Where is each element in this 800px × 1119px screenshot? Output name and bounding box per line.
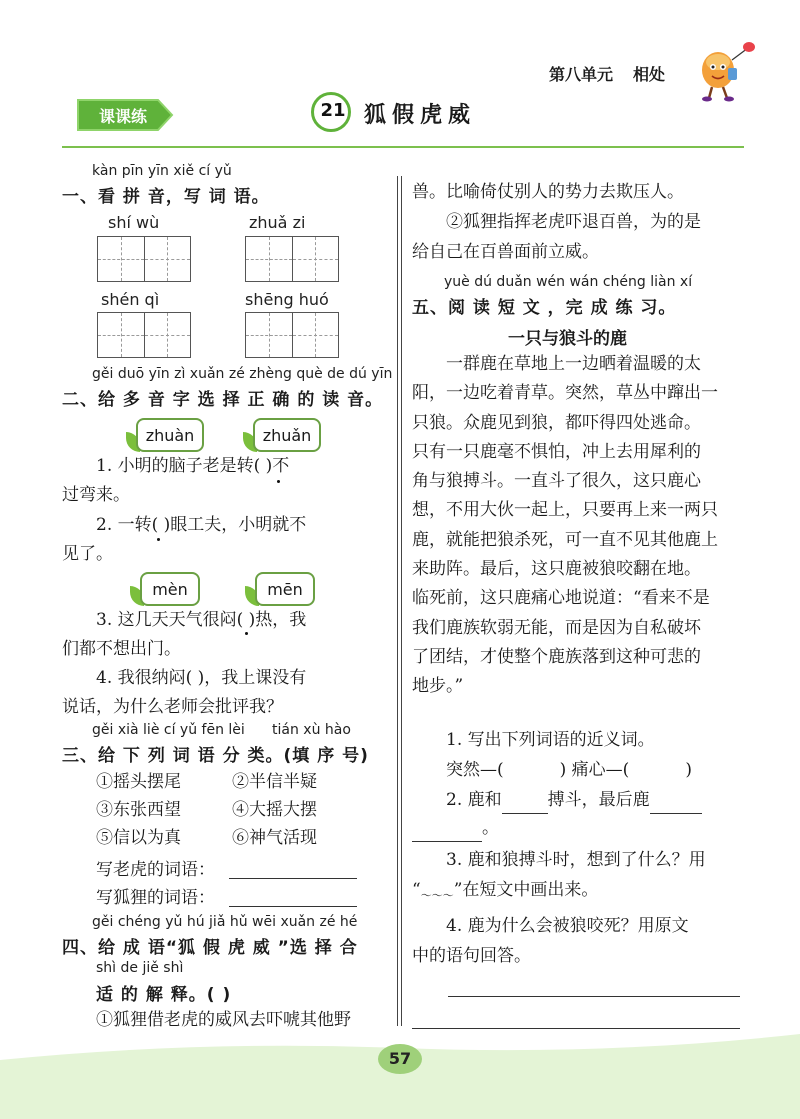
fox-words-answer-line[interactable]	[229, 906, 357, 907]
quote-open: “	[412, 880, 421, 900]
question-2-4-line-1: 4. 我很纳闷( )，我上课没有	[96, 668, 307, 688]
story-line: 阳，一边吃着青草。突然，草丛中蹿出一	[412, 383, 718, 404]
section-3-pinyin-2: tián xù hào	[272, 722, 351, 738]
question-5-4-line-1: 4. 鹿为什么会被狼咬死？用原文	[446, 916, 689, 936]
idiom-option-1-line-1: ①狐狸借老虎的威风去吓唬其他野	[96, 1010, 351, 1030]
question-2-3-line-1: 3. 这几天天气很闷( )热，我	[96, 610, 307, 630]
writing-grid-4[interactable]	[245, 312, 339, 358]
section-1-pinyin: kàn pīn yīn xiě cí yǔ	[92, 163, 232, 179]
fox-words-label: 写狐狸的词语：	[96, 888, 215, 908]
question-2-2-line-2: 见了。	[62, 544, 113, 564]
tiger-words-label: 写老虎的词语：	[96, 860, 215, 880]
reading-option-men4[interactable]: mèn	[140, 572, 200, 606]
q2-blank-2[interactable]	[650, 791, 702, 814]
story-line: 角与狼搏斗。一直斗了很久，这只鹿心	[412, 471, 701, 492]
question-5-1: 1. 写出下列词语的近义词。	[446, 730, 655, 750]
story-line: 临死前，这只鹿痛心地说道：“看来不是	[412, 588, 710, 609]
question-2-3-line-2: 们都不想出门。	[62, 639, 181, 659]
section-4-title-1: 四、给 成 语“狐 假 虎 威 ”选 择 合	[62, 938, 358, 958]
lesson-number: 21	[320, 100, 346, 121]
section-4-pinyin-2: shì de jiě shì	[96, 960, 184, 976]
section-1-title: 一、看 拼 音，写 词 语。	[62, 187, 270, 207]
unit-label	[549, 62, 665, 85]
wavy-line-mark: ～～～	[420, 889, 454, 902]
idiom-option-2-line-2: 给自己在百兽面前立威。	[412, 242, 599, 262]
word-pinyin-1: shí wù	[108, 213, 160, 232]
question-5-3-line-1: 3. 鹿和狼搏斗时，想到了什么？用	[446, 850, 706, 870]
header-rule	[62, 146, 744, 148]
idiom-option-1-line-2: 兽。比喻倚仗别人的势力去欺压人。	[412, 182, 684, 202]
column-divider-2	[401, 176, 402, 1026]
story-line: 想，不用大伙一起上，只要再上来一两只	[412, 500, 718, 521]
badge-label: 课课练	[98, 107, 147, 126]
lesson-badge	[74, 98, 174, 132]
q3-rest: ”在短文中画出来。	[453, 880, 599, 900]
question-5-2[interactable]	[446, 786, 702, 814]
story-title: 一只与狼斗的鹿	[508, 329, 627, 349]
word-item-1: ①摇头摆尾	[96, 772, 181, 792]
q2-period: 。	[482, 818, 499, 838]
section-4-title-2: 适 的 解 释。( )	[96, 985, 232, 1005]
word-pinyin-4: shēng huó	[245, 290, 329, 309]
emphasis-dot	[245, 632, 248, 635]
emphasis-dot	[157, 538, 160, 541]
writing-grid-1[interactable]	[97, 236, 191, 282]
question-2-1-line-2: 过弯来。	[62, 485, 130, 505]
section-2-pinyin: gěi duō yīn zì xuǎn zé zhèng què de dú yīn	[92, 366, 393, 382]
story-line: 来助阵。最后，这只鹿被狼咬翻在地。	[412, 559, 701, 580]
tiger-words-answer-line[interactable]	[229, 878, 357, 879]
story-line: 鹿，就能把狼杀死，可一直不见其他鹿上	[412, 529, 718, 550]
story-line: 我们鹿族软弱无能，而是因为自私破坏	[412, 617, 701, 638]
story-line: 地步。”	[412, 676, 464, 697]
section-3-pinyin-1: gěi xià liè cí yǔ fēn lèi	[92, 722, 245, 738]
question-5-4-line-2: 中的语句回答。	[412, 946, 531, 966]
story-text	[412, 350, 742, 702]
writing-grid-3[interactable]	[97, 312, 191, 358]
word-item-2: ②半信半疑	[232, 772, 317, 792]
question-5-1-blanks[interactable]	[446, 756, 692, 784]
mascot-illustration-icon	[692, 40, 758, 104]
unit-name: 第八单元	[549, 65, 614, 84]
section-3-title: 三、给 下 列 词 语 分 类。(填 序 号)	[62, 746, 369, 766]
section-4-pinyin-1: gěi chéng yǔ hú jiǎ hǔ wēi xuǎn zé hé	[92, 914, 358, 930]
unit-topic: 相处	[633, 65, 666, 84]
section-5-title: 五、阅 读 短 文 ，完 成 练 习。	[412, 298, 677, 318]
lesson-title: 狐假虎威	[364, 103, 477, 128]
q2-blank-1[interactable]	[502, 791, 548, 814]
question-5-2-line-2[interactable]	[412, 814, 499, 842]
word-item-6: ⑥神气活现	[232, 828, 317, 848]
q2-part-2: 搏斗，最后鹿	[547, 790, 650, 810]
page-number: 57	[388, 1049, 412, 1068]
question-2-2-line-1: 2. 一转( )眼工夫，小明就不	[96, 515, 307, 535]
answer-line-1[interactable]	[448, 996, 740, 997]
word-pinyin-2: zhuǎ zi	[249, 213, 306, 232]
section-5-pinyin: yuè dú duǎn wén wán chéng liàn xí	[444, 274, 693, 290]
blank-close: )	[685, 760, 692, 780]
q2-part-1: 2. 鹿和	[446, 790, 502, 810]
word-item-4: ④大摇大摆	[232, 800, 317, 820]
story-line: 了团结，才使整个鹿族落到这种可悲的	[412, 646, 701, 667]
question-2-4-line-2: 说话，为什么老师会批评我？	[62, 697, 283, 717]
emphasis-dot	[277, 480, 280, 483]
blank-label-2: ) 痛心—(	[559, 760, 630, 780]
story-line: 只有一只鹿毫不惧怕，冲上去用犀利的	[412, 441, 701, 462]
reading-option-zhuan3[interactable]: zhuǎn	[253, 418, 321, 452]
question-5-3-line-2	[412, 876, 598, 910]
story-line: 只狼。众鹿见到狼，都吓得四处逃命。	[412, 412, 701, 433]
reading-option-zhuan4[interactable]: zhuàn	[136, 418, 204, 452]
word-item-3: ③东张西望	[96, 800, 181, 820]
writing-grid-2[interactable]	[245, 236, 339, 282]
section-2-title: 二、给 多 音 字 选 择 正 确 的 读 音。	[62, 390, 384, 410]
blank-label-1: 突然—(	[446, 760, 504, 780]
story-line: 一群鹿在草地上一边晒着温暖的太	[446, 354, 701, 374]
word-pinyin-3: shén qì	[101, 290, 160, 309]
word-item-5: ⑤信以为真	[96, 828, 181, 848]
question-2-1-line-1: 1. 小明的脑子老是转( )不	[96, 456, 290, 476]
q2-blank-3[interactable]	[412, 819, 482, 842]
reading-option-men1[interactable]: mēn	[255, 572, 315, 606]
idiom-option-2-line-1: ②狐狸指挥老虎吓退百兽，为的是	[446, 212, 701, 232]
column-divider	[397, 176, 398, 1026]
